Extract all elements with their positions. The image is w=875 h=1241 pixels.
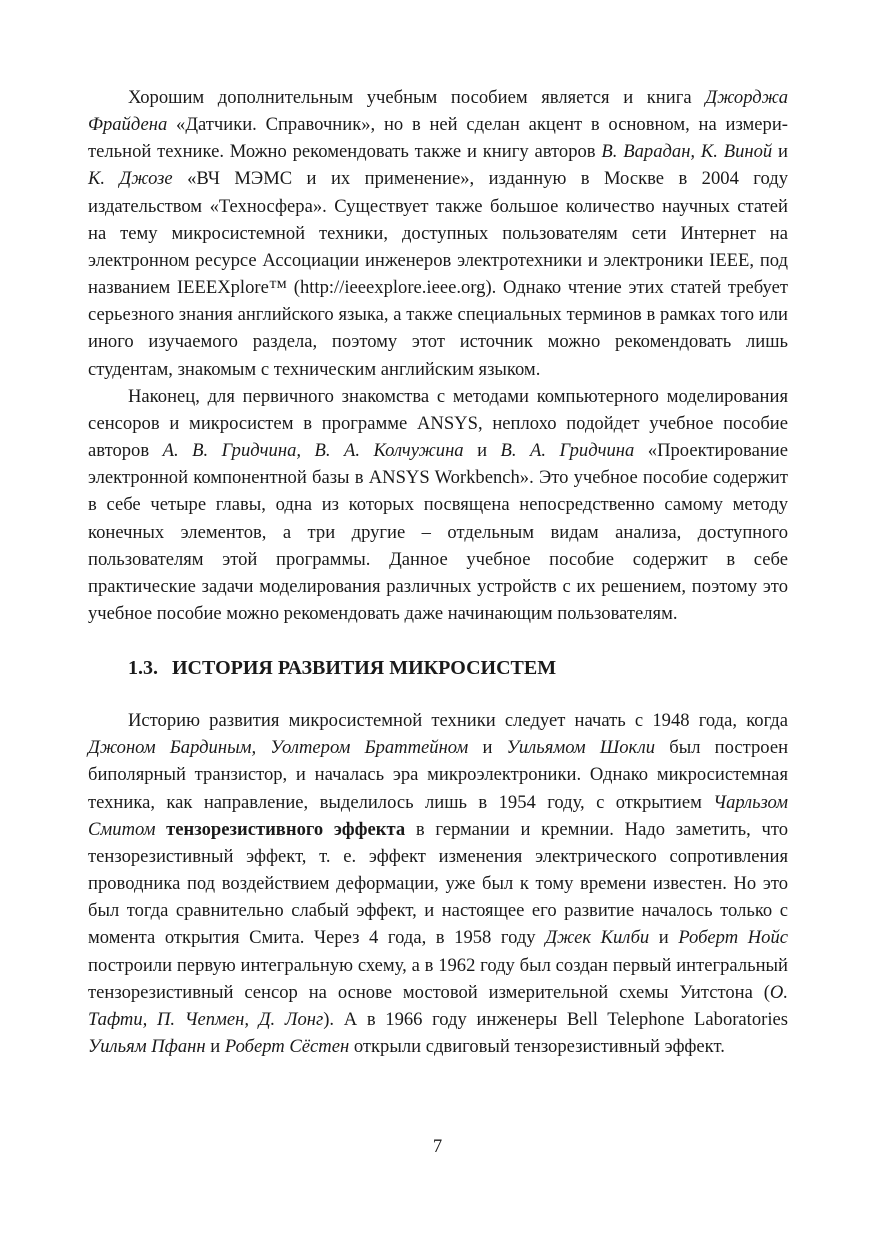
paragraph bbox=[88, 84, 788, 383]
italic-name: В. Варадан, К. Виной bbox=[601, 141, 773, 163]
section-heading bbox=[88, 655, 788, 681]
section-text bbox=[88, 707, 788, 1060]
text-run: «ВЧ МЭМС и их применение», изданную в Москве в 2004 году издательством «Техносфера». Существует также большое количество научных статей на тему микросистемной техники, доступных пользователям сети Интернет на электронном ресурсе Ассоциации инженеров электротехники и электроники IEEE, под названием IEEEXplore™ (http://ieeexplore.ieee.org). Однако чтение этих статей требует серьезного знания английского языка, а также специальных терминов в рамках того или иного изучаемого раздела, поэтому этот источник можно рекомендовать лишь студентам, знакомым с техническим английским языком. bbox=[88, 168, 788, 380]
text-run: «Проектирование электронной компонентной базы в ANSYS Workbench». Это учебное пособие содержит в себе четыре главы, одна из которых посвящена непосредственно самому методу конечных элементов, а три другие – отдельным видам анализа, доступного пользователям этой программы. Данное учебное пособие содержит в себе практические задачи моделирования различных устройств с их решением, поэтому это учебное пособие можно рекомендовать даже начинающим пользователям. bbox=[88, 440, 788, 624]
intro-text bbox=[88, 84, 788, 627]
text-run: построили первую интегральную схему, а в 1962 году был создан первый интегральный тензорезистивный сенсор на основе мостовой измерительной схемы Уитстона ( bbox=[88, 954, 788, 1003]
text-run bbox=[155, 819, 166, 840]
italic-name: К. Джозе bbox=[88, 168, 173, 190]
text-run: Наконец, для первичного знакомства с методами компьютерного моделирования сенсоров и микросистем в программе ANSYS, неплохо подойдет учебное пособие авторов bbox=[88, 385, 788, 462]
italic-name: Чарльзом Смитом bbox=[88, 791, 788, 840]
text-run: и bbox=[772, 141, 788, 163]
italic-name: А. В. Гридчина, В. А. Колчужина bbox=[162, 440, 464, 462]
text-run: Хорошим дополнительным учебным пособием является и книга bbox=[128, 87, 706, 108]
text-run: «Датчики. Справочник», но в ней сделан акцент в основном, на измерительной технике. Можно рекомендовать также и книгу авторов bbox=[88, 114, 788, 163]
paragraph bbox=[88, 383, 788, 627]
document-page bbox=[88, 84, 788, 1060]
paragraph bbox=[88, 707, 788, 1060]
italic-name: Джоном Бардиным, Уолтером Браттейном bbox=[88, 737, 469, 759]
text-run: и bbox=[468, 737, 507, 759]
italic-name: О. Тафти, П. Чепмен, Д. Лонг bbox=[88, 981, 788, 1030]
text-run: был построен биполярный транзистор, и началась эра микроэлектроники. Однако микросистемная техника, как направление, выделилось лишь в 1954 году, с открытием bbox=[88, 737, 789, 813]
bold-term: тензорезистивного эффекта bbox=[166, 818, 406, 840]
text-run: и bbox=[205, 1036, 225, 1057]
italic-name: Джек Килби bbox=[545, 927, 650, 949]
italic-name: Роберт Нойс bbox=[678, 927, 789, 949]
text-run: открыли сдвиговый тензорезистивный эффект. bbox=[349, 1036, 725, 1057]
text-run: в германии и кремнии. Надо заметить, что тензорезистивный эффект, т. е. эффект изменения электрического сопротивления проводника под воздействием деформации, уже был к тому времени известен. Но это был тогда сравнительно слабый эффект, и настоящее его развитие началось только с момента открытия Смита. Через 4 года, в 1958 году bbox=[88, 818, 788, 949]
text-run: и bbox=[463, 440, 501, 462]
text-run: и bbox=[649, 927, 679, 949]
text-run: ). А в 1966 году инженеры Bell Telephone Laboratories bbox=[323, 1008, 788, 1030]
section-title: ИСТОРИЯ РАЗВИТИЯ МИКРОСИСТЕМ bbox=[172, 657, 557, 680]
section-number: 1.3. bbox=[128, 657, 158, 680]
italic-name: В. А. Гридчина bbox=[500, 440, 635, 462]
text-run: Историю развития микросистемной техники следует начать с 1948 года, когда bbox=[128, 710, 788, 732]
page-number: 7 bbox=[432, 1136, 443, 1157]
italic-name: Роберт Сёстен bbox=[224, 1036, 350, 1057]
italic-name: Джорджа Фрайдена bbox=[88, 87, 788, 136]
italic-name: Уильям Пфанн bbox=[88, 1036, 206, 1057]
italic-name: Уильямом Шокли bbox=[506, 737, 656, 759]
